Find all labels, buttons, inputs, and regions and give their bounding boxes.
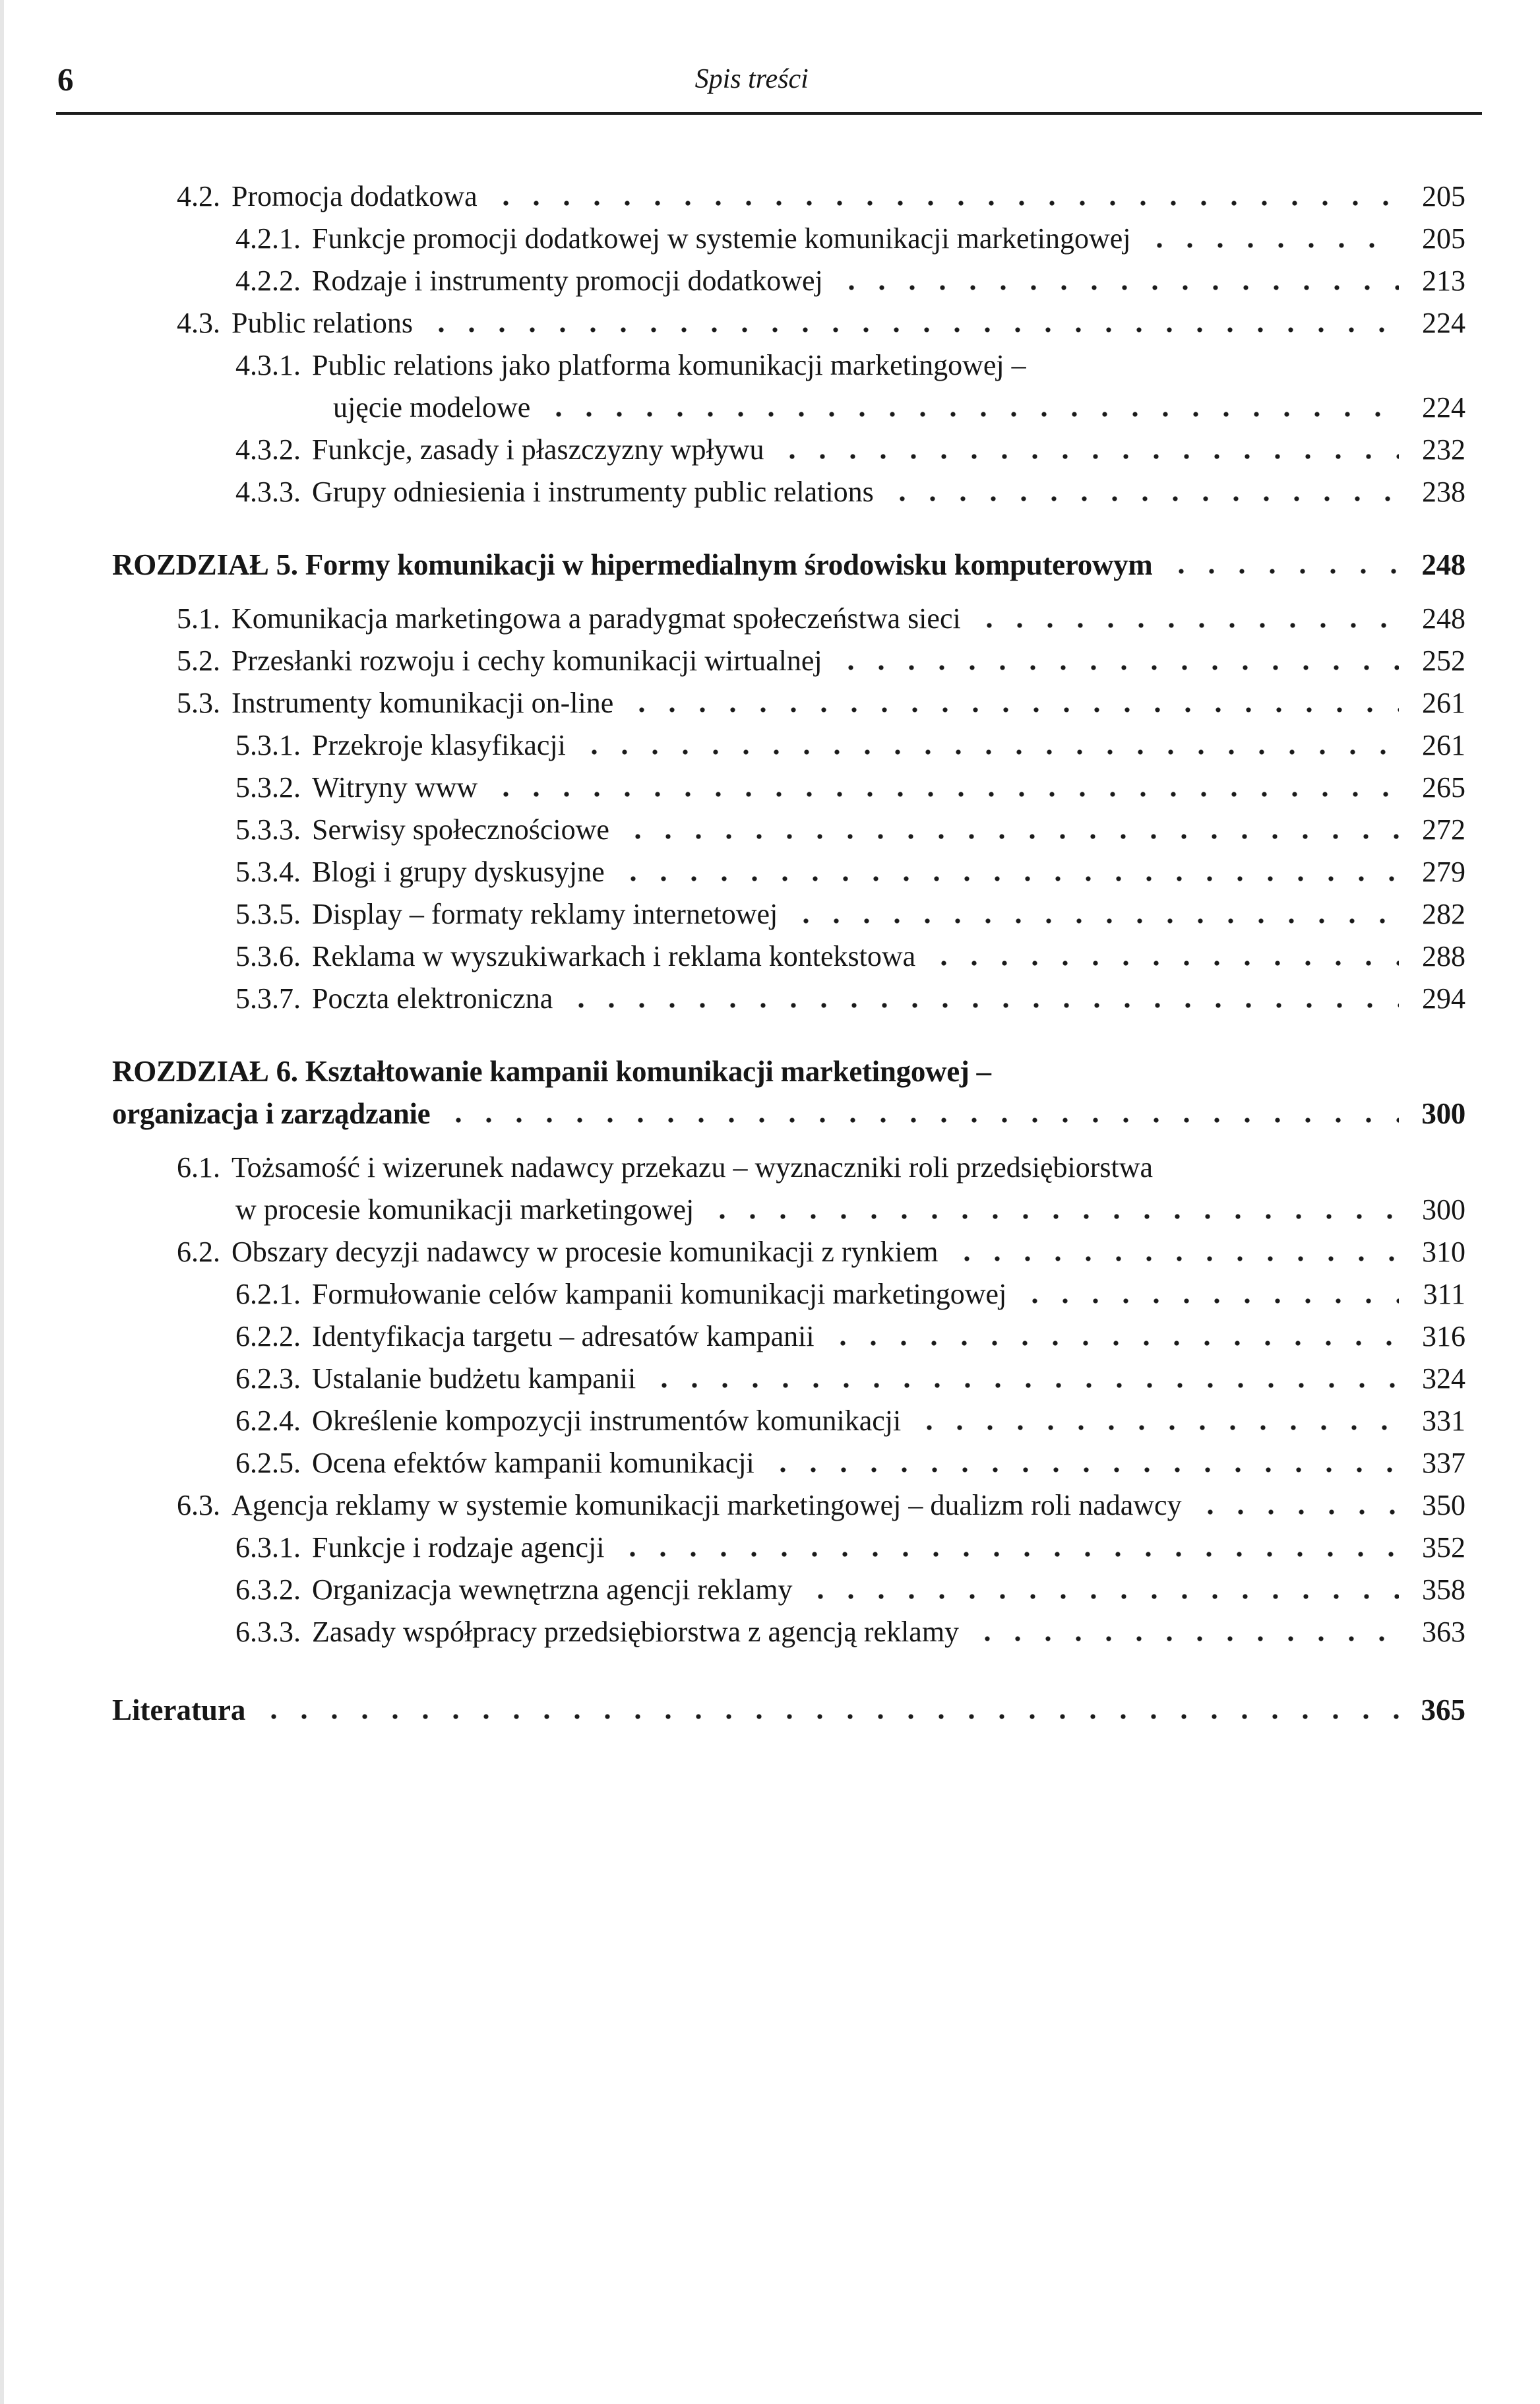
toc-entry-title: Display – formaty reklamy internetowej (312, 898, 778, 930)
toc-entry-page: 248 (1421, 548, 1465, 581)
toc-entry-title: Tożsamość i wizerunek nadawcy przekazu – wyznaczniki roli przedsiębiorstwa (231, 1151, 1154, 1184)
dot-leader (627, 706, 1399, 714)
page-header (56, 61, 1465, 107)
toc-entry-page: 300 (1421, 1097, 1465, 1130)
toc-entry-number: 4.3.2. (235, 433, 301, 466)
toc-entry-title: Identyfikacja targetu – adresatów kampanii (312, 1320, 815, 1352)
dot-leader (768, 1466, 1399, 1474)
toc-entry-number: 5.3.3. (235, 813, 301, 846)
toc-entry-page: 279 (1422, 856, 1465, 888)
toc-entry (235, 809, 1465, 851)
chapter-heading (112, 1092, 1465, 1135)
toc-entry-page: 272 (1422, 813, 1465, 846)
dot-leader (952, 1255, 1400, 1263)
toc-entry-title: Organizacja wewnętrzna agencji reklamy (312, 1573, 793, 1606)
toc-entry-page: 248 (1422, 602, 1465, 635)
toc-entry-page: 311 (1423, 1278, 1465, 1310)
toc-entry-number: 6.3.2. (235, 1573, 301, 1606)
header-rule (56, 112, 1482, 115)
toc-entry-title: Poczta elektroniczna (312, 982, 553, 1015)
toc-entry-page: 294 (1422, 982, 1465, 1015)
toc-entry-title: Zasady współpracy przedsiębiorstwa z agencją reklamy (312, 1616, 960, 1648)
toc-entry (235, 1273, 1465, 1315)
page-number: 6 (57, 61, 75, 98)
section-entries (56, 1147, 1465, 1653)
toc-entry-page: 205 (1422, 222, 1465, 255)
toc-entry (235, 1569, 1465, 1611)
dot-leader (974, 621, 1399, 629)
dot-leader (791, 917, 1399, 925)
toc-entry-number: 4.2.1. (235, 222, 301, 255)
toc-entry-number: 6.3.3. (235, 1616, 301, 1648)
dot-leader (543, 410, 1399, 418)
toc-entry (235, 851, 1465, 893)
scan-edge-artifact (0, 0, 4, 2404)
toc-entry (177, 1147, 1465, 1189)
toc-entry (235, 429, 1465, 471)
dot-leader (777, 453, 1399, 460)
toc-entry-page: 324 (1422, 1362, 1465, 1395)
dot-leader (1020, 1297, 1399, 1305)
dot-leader (259, 1713, 1399, 1721)
toc-entry (177, 598, 1465, 640)
toc-entry-number: 5.2. (177, 645, 220, 677)
toc-entry-title: Rodzaje i instrumenty promocji dodatkowej (312, 265, 823, 297)
toc-entry-title: Ocena efektów kampanii komunikacji (312, 1447, 755, 1479)
dot-leader (617, 1550, 1399, 1558)
toc-entry (235, 935, 1465, 978)
toc-entry-page: 288 (1422, 940, 1465, 972)
chapter-heading (112, 544, 1465, 586)
toc-entry-page: 224 (1422, 391, 1465, 424)
toc-entry-page: 352 (1422, 1531, 1465, 1564)
toc-entry (177, 1231, 1465, 1273)
toc-entry-title: Funkcje i rodzaje agencji (312, 1531, 605, 1564)
dot-leader (443, 1116, 1399, 1124)
toc-entry (235, 767, 1465, 809)
toc-entry-number: 4.3. (177, 307, 220, 339)
dot-leader (491, 199, 1399, 207)
toc-entry-number: 4.2. (177, 180, 220, 212)
toc-entry-number: 5.3.2. (235, 771, 301, 804)
chapter-heading (112, 1050, 1465, 1092)
toc-entry-continuation: w procesie komunikacji marketingowej (235, 1193, 694, 1226)
toc-entry (177, 302, 1465, 344)
toc-entry-page: 232 (1422, 433, 1465, 466)
table-of-contents (56, 175, 1465, 1731)
dot-leader (1144, 241, 1399, 249)
toc-entry (235, 1358, 1465, 1400)
toc-entry-page: 310 (1422, 1236, 1465, 1268)
toc-entry-title: Serwisy społecznościowe (312, 813, 609, 846)
dot-leader (618, 875, 1399, 883)
chapter-heading-text: organizacja i zarządzanie (112, 1097, 431, 1130)
dot-leader (426, 326, 1399, 334)
toc-entry-number: 6.2.4. (235, 1405, 301, 1437)
toc-entry-number: 6.2. (177, 1236, 220, 1268)
toc-entry-page: 213 (1422, 265, 1465, 297)
toc-entry-title: Public relations (231, 307, 413, 339)
dot-leader (887, 495, 1399, 503)
toc-entry-title: Instrumenty komunikacji on-line (231, 687, 614, 719)
toc-entry (235, 260, 1465, 302)
toc-entry (177, 640, 1465, 682)
toc-entry (235, 1442, 1465, 1484)
toc-entry-title: Grupy odniesienia i instrumenty public relations (312, 476, 874, 508)
toc-entry (235, 1400, 1465, 1442)
toc-entry-title: Przekroje klasyfikacji (312, 729, 566, 761)
toc-entry (177, 682, 1465, 724)
dot-leader (1166, 567, 1400, 575)
toc-entry-number: 4.3.3. (235, 476, 301, 508)
toc-entry (235, 1315, 1465, 1358)
toc-entry-page: 316 (1422, 1320, 1465, 1352)
toc-entry-continuation-row (333, 387, 1465, 429)
dot-leader (623, 833, 1399, 840)
toc-entry (235, 1527, 1465, 1569)
toc-entry-number: 5.3.5. (235, 898, 301, 930)
toc-entry-title: Ustalanie budżetu kampanii (312, 1362, 636, 1395)
toc-section (56, 1050, 1465, 1653)
toc-entry-number: 5.3. (177, 687, 220, 719)
toc-entry-page: 331 (1422, 1405, 1465, 1437)
toc-entry-continuation: ujęcie modelowe (333, 391, 531, 424)
dot-leader (836, 284, 1399, 292)
running-head-title: Spis treści (694, 64, 809, 94)
dot-leader (579, 748, 1399, 756)
toc-entry-page: 261 (1422, 687, 1465, 719)
toc-entry-page: 224 (1422, 307, 1465, 339)
toc-entry (235, 344, 1465, 387)
toc-entry-number: 6.2.2. (235, 1320, 301, 1352)
toc-entry-page: 261 (1422, 729, 1465, 761)
chapter-heading-text: ROZDZIAŁ 5. Formy komunikacji w hipermedialnym środowisku komputerowym (112, 548, 1153, 581)
toc-entry-number: 6.2.3. (235, 1362, 301, 1395)
dot-leader (649, 1381, 1399, 1389)
dot-leader (805, 1593, 1399, 1600)
toc-entry-page: 358 (1422, 1573, 1465, 1606)
toc-entry-number: 6.2.5. (235, 1447, 301, 1479)
toc-entry (235, 978, 1465, 1020)
toc-entry-number: 5.1. (177, 602, 220, 635)
toc-entry-number: 5.3.4. (235, 856, 301, 888)
toc-entry-continuation-row (235, 1189, 1465, 1231)
toc-entry-number: 5.3.7. (235, 982, 301, 1015)
toc-entry-number: 6.3. (177, 1489, 220, 1521)
section-entries (56, 598, 1465, 1020)
dot-leader (972, 1635, 1399, 1643)
toc-entry-number: 6.1. (177, 1151, 220, 1184)
toc-entry-title: Komunikacja marketingowa a paradygmat społeczeństwa sieci (231, 602, 961, 635)
toc-entry-page: 337 (1422, 1447, 1465, 1479)
toc-entry-title: Obszary decyzji nadawcy w procesie komunikacji z rynkiem (231, 1236, 939, 1268)
toc-entry-title: Reklama w wyszukiwarkach i reklama kontekstowa (312, 940, 916, 972)
toc-entry (177, 1484, 1465, 1527)
dot-leader (836, 664, 1399, 672)
toc-entry-page: 205 (1422, 180, 1465, 212)
toc-entry-number: 4.3.1. (235, 349, 301, 381)
toc-entry-number: 5.3.6. (235, 940, 301, 972)
toc-entry-number: 5.3.1. (235, 729, 301, 761)
toc-entry-title: Funkcje promocji dodatkowej w systemie komunikacji marketingowej (312, 222, 1131, 255)
toc-entry-title: Funkcje, zasady i płaszczyzny wpływu (312, 433, 764, 466)
dot-leader (1195, 1508, 1399, 1516)
toc-entry-title: Przesłanki rozwoju i cechy komunikacji wirtualnej (231, 645, 822, 677)
toc-entry-page: 363 (1422, 1616, 1465, 1648)
dot-leader (707, 1213, 1399, 1220)
toc-entry-title: Promocja dodatkowa (231, 180, 477, 212)
toc-entry-number: 6.3.1. (235, 1531, 301, 1564)
dot-leader (929, 959, 1399, 967)
toc-section (56, 544, 1465, 1020)
toc-entry-number: 4.2.2. (235, 265, 301, 297)
toc-entry-page: 282 (1422, 898, 1465, 930)
toc-entry-title: Agencja reklamy w systemie komunikacji marketingowej – dualizm roli nadawcy (231, 1489, 1182, 1521)
toc-entry (235, 893, 1465, 935)
dot-leader (914, 1424, 1399, 1432)
dot-leader (491, 790, 1399, 798)
literatura-label: Literatura (112, 1693, 246, 1726)
toc-entry-title: Formułowanie celów kampanii komunikacji marketingowej (312, 1278, 1007, 1310)
dot-leader (566, 1001, 1399, 1009)
toc-entry-page: 238 (1422, 476, 1465, 508)
toc-entry-title: Blogi i grupy dyskusyjne (312, 856, 605, 888)
toc-entry (235, 724, 1465, 767)
toc-entry-page: 252 (1422, 645, 1465, 677)
toc-entry-title: Witryny www (312, 771, 478, 804)
toc-entry (177, 175, 1465, 218)
toc-entry-page: 350 (1422, 1489, 1465, 1521)
toc-entry (235, 471, 1465, 513)
toc-entry-page: 365 (1421, 1693, 1465, 1726)
toc-entry (235, 1611, 1465, 1653)
toc-entry (235, 218, 1465, 260)
toc-entry-page: 300 (1422, 1193, 1465, 1226)
toc-entry-title: Public relations jako platforma komunikacji marketingowej – (312, 349, 1026, 381)
dot-leader (828, 1339, 1399, 1347)
chapter-heading-text: ROZDZIAŁ 6. Kształtowanie kampanii komunikacji marketingowej – (112, 1055, 991, 1088)
toc-entry-number: 6.2.1. (235, 1278, 301, 1310)
toc-entry-page: 265 (1422, 771, 1465, 804)
literatura-entry (112, 1689, 1465, 1731)
toc-entry-title: Określenie kompozycji instrumentów komunikacji (312, 1405, 902, 1437)
